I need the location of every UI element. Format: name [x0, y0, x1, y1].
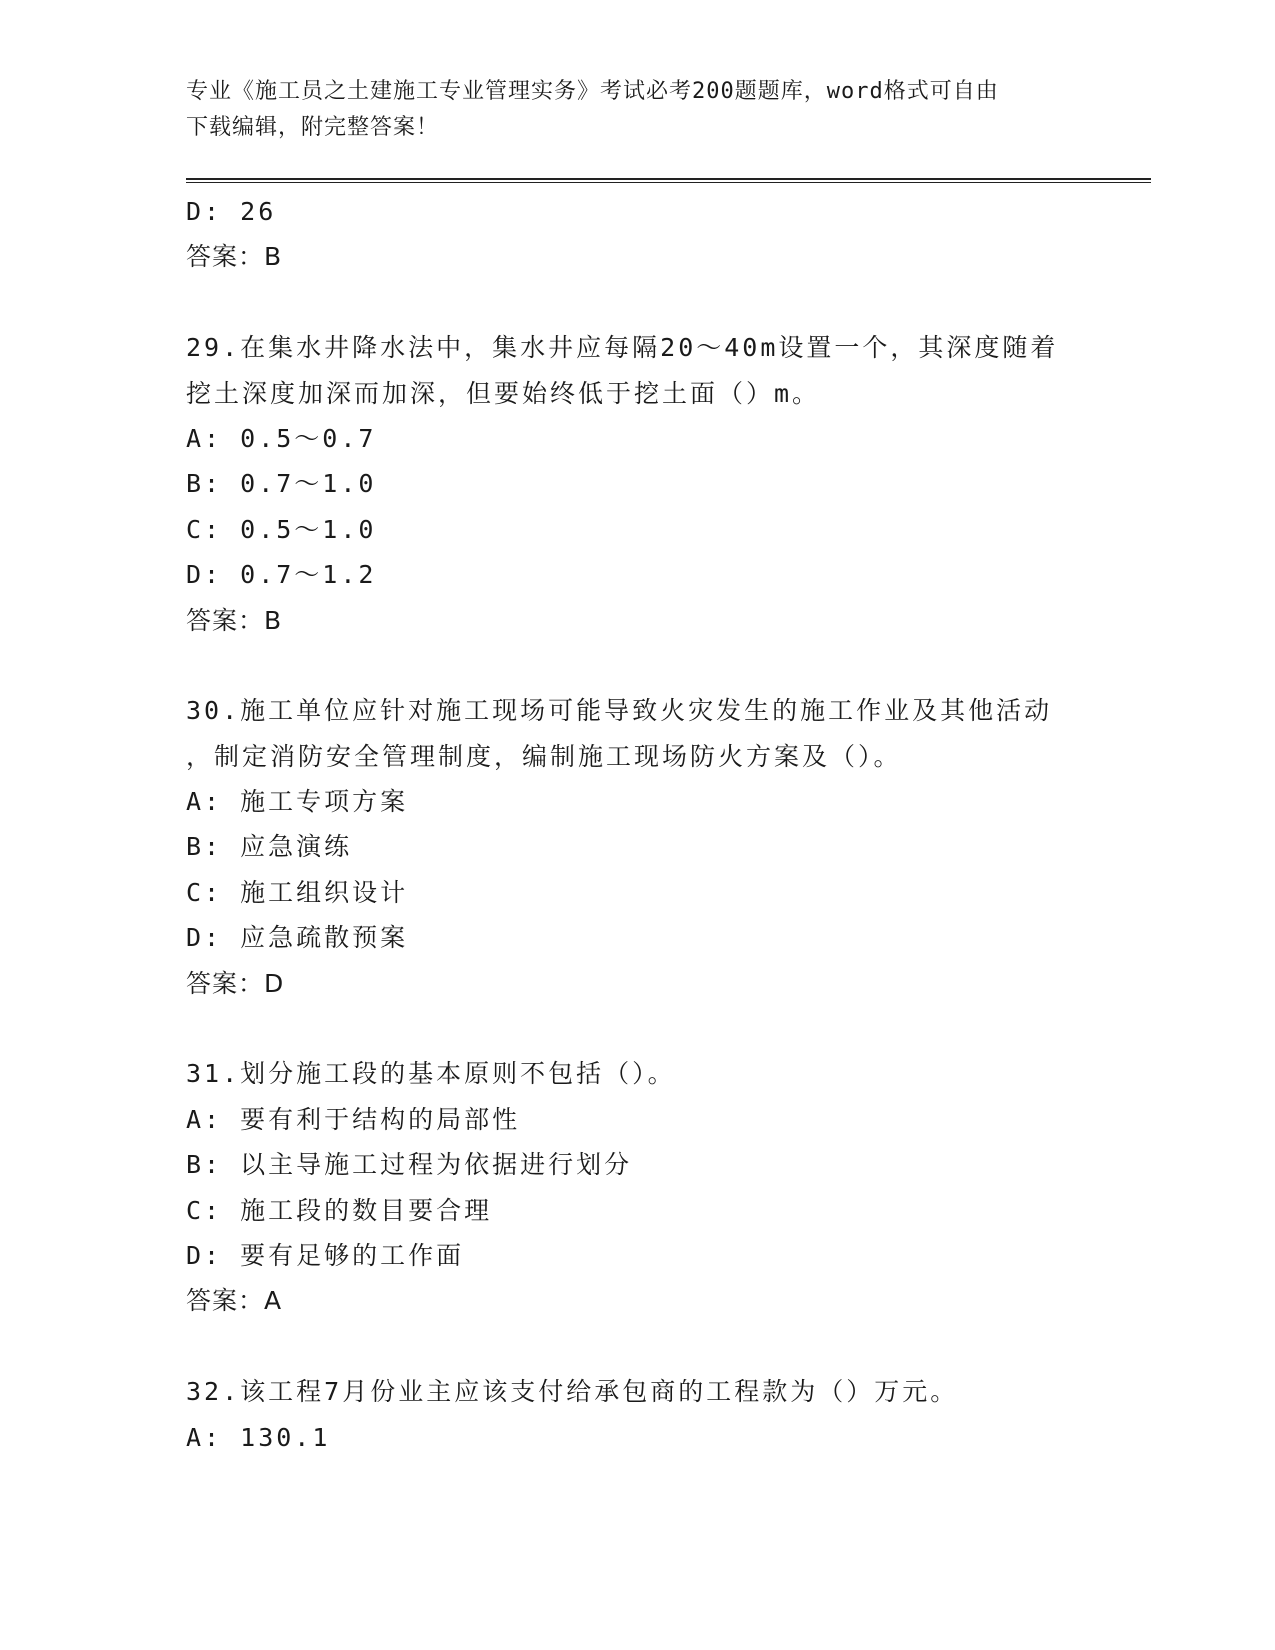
option-line: D: 应急疏散预案 — [186, 923, 409, 953]
question-text: 29.在集水井降水法中，集水井应每隔20～40m设置一个，其深度随着 — [186, 333, 1059, 363]
header-divider-thick — [186, 178, 1151, 180]
option-line: D: 0.7～1.2 — [186, 560, 377, 590]
option-line: C: 施工组织设计 — [186, 877, 409, 907]
header-title-line-1: 专业《施工员之土建施工专业管理实务》考试必考200题题库，word格式可自由 — [186, 79, 999, 104]
question-list — [186, 189, 1086, 1460]
option-line: C: 0.5～1.0 — [186, 514, 377, 544]
spacer — [186, 280, 1086, 325]
option-line: A: 0.5～0.7 — [186, 423, 377, 453]
spacer — [186, 1324, 1086, 1369]
question-text: 31.划分施工段的基本原则不包括（）。 — [186, 1059, 676, 1089]
question-text: 32.该工程7月份业主应该支付给承包商的工程款为（）万元。 — [186, 1377, 959, 1407]
option-line: D: 要有足够的工作面 — [186, 1240, 465, 1270]
spacer — [186, 643, 1086, 688]
answer-line: 答案：B — [186, 242, 283, 272]
option-line: A: 要有利于结构的局部性 — [186, 1104, 521, 1134]
option-line: A: 施工专项方案 — [186, 787, 409, 817]
option-line: B: 应急演练 — [186, 832, 353, 862]
option-line: B: 以主导施工过程为依据进行划分 — [186, 1150, 633, 1180]
answer-line: 答案：D — [186, 968, 285, 998]
header-title-line-2: 下载编辑，附完整答案！ — [186, 115, 440, 140]
question-text: 30.施工单位应针对施工现场可能导致火灾发生的施工作业及其他活动 — [186, 696, 1053, 726]
answer-line: 答案：B — [186, 605, 283, 635]
option-line: B: 0.7～1.0 — [186, 469, 377, 499]
option-line: A: 130.1 — [186, 1422, 331, 1452]
spacer — [186, 1006, 1086, 1051]
question-text: 挖土深度加深而加深，但要始终低于挖土面（）m。 — [186, 378, 821, 408]
document-header — [186, 74, 1066, 146]
option-line: C: 施工段的数目要合理 — [186, 1195, 493, 1225]
question-text: ，制定消防安全管理制度，编制施工现场防火方案及（）。 — [186, 741, 902, 771]
header-divider-thin — [186, 182, 1151, 183]
option-line: D: 26 — [186, 197, 277, 226]
answer-line: 答案：A — [186, 1286, 283, 1316]
